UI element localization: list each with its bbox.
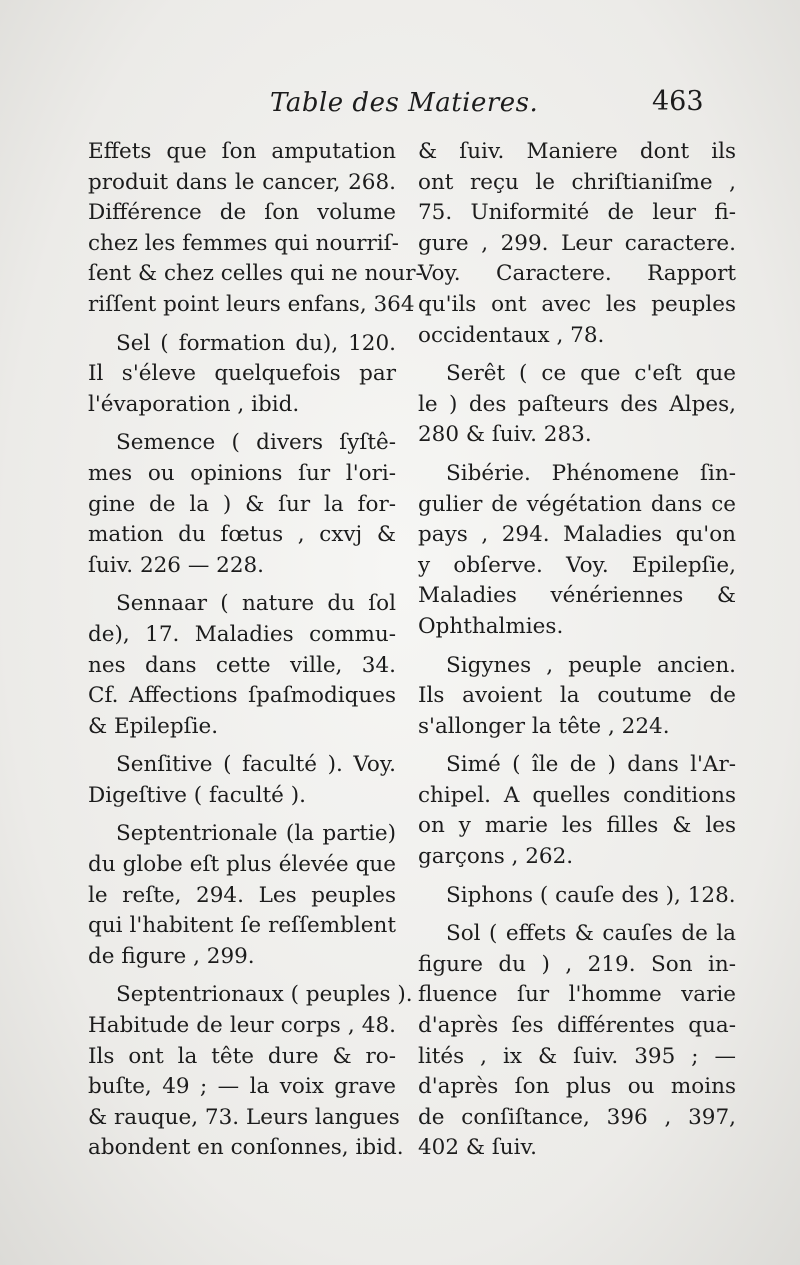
entry-line: 280 & ſuiv. 283. — [418, 422, 592, 448]
entry-line: garçons , 262. — [418, 844, 574, 870]
index-entry — [418, 359, 736, 451]
entry-line: ont reçu le chriſtianiſme , — [418, 169, 736, 195]
entry-line: d'après ſes différentes qua- — [418, 1013, 736, 1039]
entry-line: gure , 299. Leur caractere. — [418, 230, 736, 256]
entry-line: ſuiv. 226 — 228. — [88, 552, 265, 578]
index-entry — [418, 750, 736, 872]
entry-line: Septentrionaux ( peuples ). — [116, 982, 413, 1008]
entry-line: de figure , 299. — [88, 943, 255, 969]
entry-line: Sibérie. Phénomene ſin- — [446, 460, 736, 486]
entry-line: Digeſtive ( faculté ). — [88, 782, 306, 808]
entry-line: Sennaar ( nature du ſol — [116, 591, 396, 617]
page-number: 463 — [652, 86, 704, 117]
entry-line: chipel. A quelles conditions — [418, 782, 736, 808]
entry-line: lités , ix & ſuiv. 395 ; — — [418, 1043, 736, 1069]
index-entry — [88, 329, 396, 421]
index-entry — [88, 137, 423, 321]
entry-line: Septentrionale (la partie) — [116, 821, 396, 847]
entry-line: & Epilepſie. — [88, 713, 219, 739]
entry-line: nes dans cette ville, 34. — [88, 652, 396, 678]
entry-line: 75. Uniformité de leur fi- — [418, 200, 736, 226]
entry-line: Ils avoient la coutume de — [418, 683, 736, 709]
index-entry — [88, 819, 396, 972]
entry-line: Ophthalmies. — [418, 613, 564, 639]
entry-line: Sel ( formation du), 120. — [116, 330, 396, 356]
entry-line: fluence ſur l'homme varie — [418, 982, 736, 1008]
entry-line: Simé ( île de ) dans l'Ar- — [446, 752, 736, 778]
running-title: Table des Matieres. — [270, 88, 539, 118]
right-column — [418, 137, 736, 1172]
entry-line: riſſent point leurs enfans, 364 — [88, 291, 415, 317]
entry-line: on y marie les filles & les — [418, 813, 736, 839]
entry-line: figure du ) , 219. Son in- — [418, 951, 736, 977]
entry-line: gulier de végétation dans ce — [418, 491, 736, 517]
entry-line: l'évaporation , ibid. — [88, 391, 300, 417]
index-entry — [88, 750, 396, 811]
entry-line: le reſte, 294. Les peuples — [88, 882, 396, 908]
entry-line: & ſuiv. Maniere dont ils — [418, 139, 736, 164]
entry-line: gine de la ) & ſur la for- — [88, 491, 396, 517]
index-entry — [418, 881, 736, 912]
entry-line: Senſitive ( faculté ). Voy. — [116, 752, 396, 778]
entry-line: qui l'habitent ſe reſſemblent — [88, 913, 396, 939]
index-entry — [418, 459, 736, 643]
entry-line: Sigynes , peuple ancien. — [446, 652, 736, 678]
entry-line: s'allonger la tête , 224. — [418, 713, 670, 739]
entry-line: 402 & ſuiv. — [418, 1135, 537, 1161]
entry-line: & rauque, 73. Leurs langues — [88, 1104, 400, 1130]
entry-line: Voy. Caractere. Rapport — [418, 261, 736, 287]
index-entry — [418, 137, 736, 351]
left-column — [88, 137, 423, 1172]
index-entry — [88, 980, 413, 1164]
entry-line: mation du fœtus , cxvj & — [88, 522, 396, 548]
entry-line: mes ou opinions ſur l'ori- — [88, 460, 396, 486]
entry-line: Maladies vénériennes & — [418, 583, 736, 609]
entry-line: pays , 294. Maladies qu'on — [418, 522, 736, 548]
entry-line: Semence ( divers ſyſtê- — [116, 430, 396, 456]
entry-line: buſte, 49 ; — la voix grave — [88, 1074, 396, 1100]
entry-line: Ils ont la tête dure & ro- — [88, 1043, 396, 1069]
entry-line: Il s'éleve quelquefois par — [88, 361, 396, 387]
entry-line: Effets que ſon amputation — [88, 139, 396, 164]
entry-line: qu'ils ont avec les peuples — [418, 291, 736, 317]
entry-line: y obſerve. Voy. Epilepſie, — [418, 552, 736, 578]
entry-line: Serêt ( ce que c'eſt que — [446, 361, 736, 387]
entry-line: du globe eſt plus élevée que — [88, 852, 396, 878]
entry-line: produit dans le cancer, 268. — [88, 169, 396, 195]
entry-line: abondent en conſonnes, ibid. — [88, 1135, 404, 1161]
entry-line: de conſiſtance, 396 , 397, — [418, 1104, 736, 1130]
entry-line: chez les femmes qui nourriſ- — [88, 230, 399, 256]
entry-line: Cf. Affections ſpaſmodiques — [88, 683, 396, 709]
entry-line: Habitude de leur corps , 48. — [88, 1013, 396, 1039]
entry-line: occidentaux , 78. — [418, 322, 605, 348]
entry-line: Sol ( effets & cauſes de la — [446, 921, 736, 947]
entry-line: ſent & chez celles qui ne nour- — [88, 261, 423, 287]
index-entry — [88, 428, 396, 581]
index-entry — [88, 589, 396, 742]
entry-line: Différence de ſon volume — [88, 200, 396, 226]
entry-line: de), 17. Maladies commu- — [88, 621, 396, 647]
entry-line: le ) des paſteurs des Alpes, — [418, 391, 736, 417]
entry-line: d'après ſon plus ou moins — [418, 1074, 736, 1100]
entry-line: Siphons ( cauſe des ), 128. — [446, 882, 736, 908]
index-entry — [418, 919, 736, 1164]
index-entry — [418, 651, 736, 743]
